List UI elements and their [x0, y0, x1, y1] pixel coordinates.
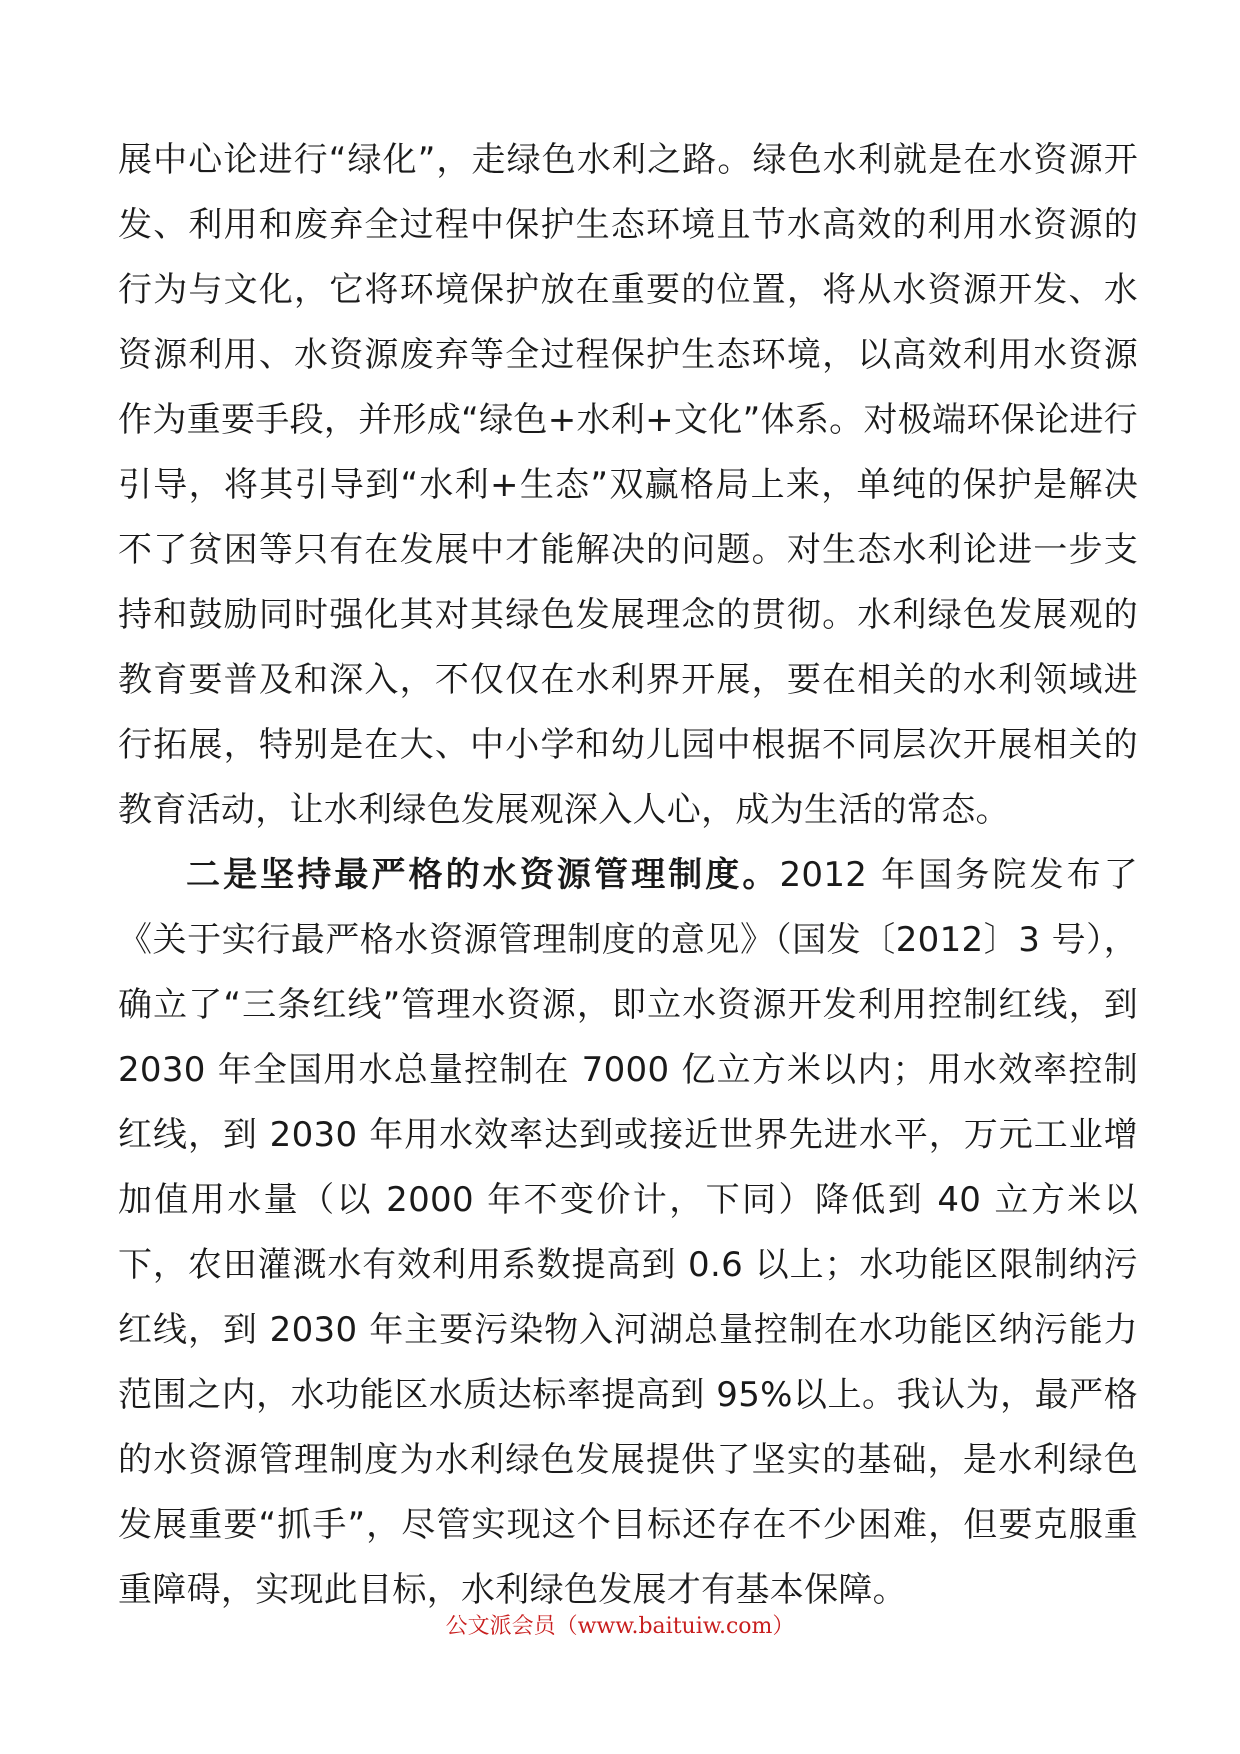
paragraph-strict-water-management [118, 843, 1138, 1623]
footer-watermark: 公文派会员（www.baituiw.com） [445, 1614, 795, 1639]
paragraph-body-text: 2012 年国务院发布了《关于实行最严格水资源管理制度的意见》（国发〔2012〕3 号），确立了“三条红线”管理水资源，即立水资源开发利用控制红线，到 2030 年全国用水总量控制在 7000 亿立方米以内；用水效率控制红线，到 2030 年用水效率达到或接近世界先进水平，万元工业增加值用水量（以 2000 年不变价计，下同）降低到 40 立方米以下，农田灌溉水有效利用系数提高到 0.6 以上；水功能区限制纳污红线，到 2030 年主要污染物入河湖总量控制在水功能区纳污能力范围之内，水功能区水质达标率提高到 95%以上。我认为，最严格的水资源管理制度为水利绿色发展提供了坚实的基础，是水利绿色发展重要“抓手”，尽管实现这个目标还存在不少困难，但要克服重重障碍，实现此目标，水利绿色发展才有基本保障。 [118, 855, 1138, 1610]
paragraph-lead-heading: 二是坚持最严格的水资源管理制度。 [186, 855, 780, 895]
document-body [118, 128, 1138, 1623]
paragraph-green-water-conservancy: 展中心论进行“绿化”，走绿色水利之路。绿色水利就是在水资源开发、利用和废弃全过程中保护生态环境且节水高效的利用水资源的行为与文化，它将环境保护放在重要的位置，将从水资源开发、水资源利用、水资源废弃等全过程保护生态环境，以高效利用水资源作为重要手段，并形成“绿色+水利+文化”体系。对极端环保论进行引导，将其引导到“水利+生态”双赢格局上来，单纯的保护是解决不了贫困等只有在发展中才能解决的问题。对生态水利论进一步支持和鼓励同时强化其对其绿色发展理念的贯彻。水利绿色发展观的教育要普及和深入，不仅仅在水利界开展，要在相关的水利领域进行拓展，特别是在大、中小学和幼儿园中根据不同层次开展相关的教育活动，让水利绿色发展观深入人心，成为生活的常态。 [118, 140, 1138, 830]
